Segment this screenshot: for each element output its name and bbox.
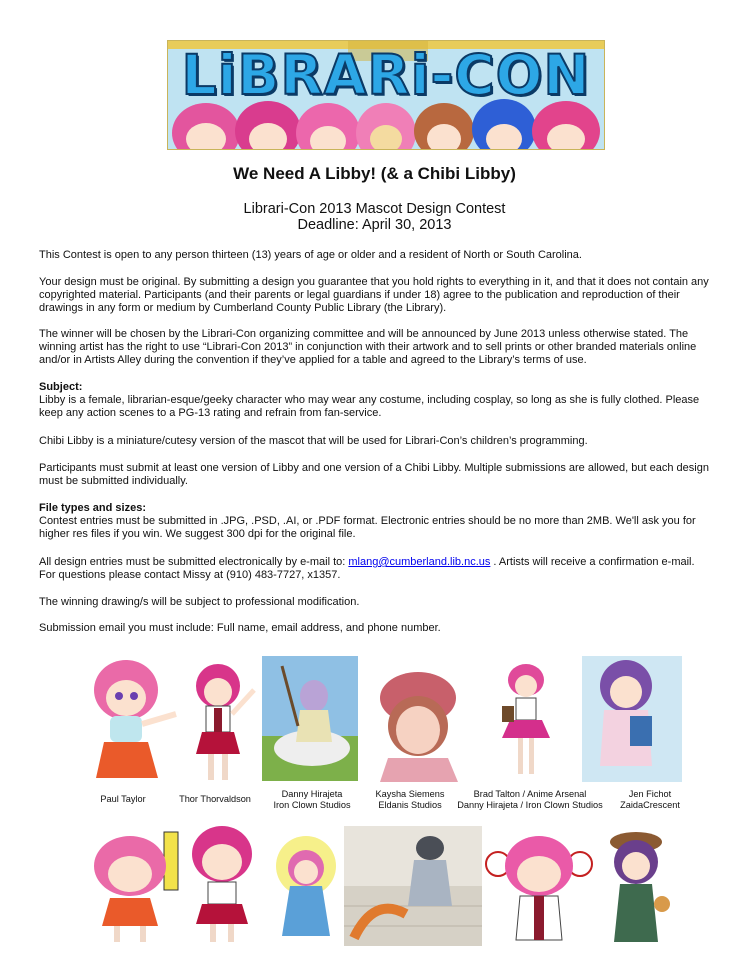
chibi-art-danny-hirajeta <box>270 836 342 946</box>
entry-art-thor-thorvaldson <box>188 662 260 782</box>
entry-art-brad-talton <box>496 662 556 782</box>
entry-art-danny-hirajeta <box>262 656 358 781</box>
subject-section <box>39 381 711 421</box>
caption-kaysha-siemens: Kaysha Siemens Eldanis Studios <box>375 789 445 810</box>
librari-con-banner <box>167 40 605 150</box>
submission-paragraph: Submission email you must include: Full name, email address, and phone number. <box>39 622 441 634</box>
caption-paul-taylor: Paul Taylor <box>100 794 146 804</box>
deadline: Deadline: April 30, 2013 <box>297 217 452 233</box>
file-types-heading: File types and sizes: <box>39 502 146 514</box>
originality-paragraph: Your design must be original. By submitting a design you guarantee that you hold rights to everything in it, and that it does not contain any copyrighted material. Participants (and their parents or legal guardians if under 18) agree to the publication and reproduction of their drawings in any form or medium by Cumberland County Public Library (the Library). <box>39 276 709 315</box>
winner-paragraph: The winner will be chosen by the Librari-Con organizing committee and will be announced by June 2013 unless otherwise stated. The winning artist has the right to use “Librari-Con 2013” in conjunction with their artwork and to sell prints or other branded materials online and/or in Artists Alley during the convention if they’ve applied for a table and agreed to the Library’s terms of use. <box>39 328 697 367</box>
chibi-paragraph: Chibi Libby is a miniature/cutesy version of the mascot that will be used for Librari-Con’s children’s programming. <box>39 435 588 447</box>
page-title: We Need A Libby! (& a Chibi Libby) <box>233 164 516 183</box>
caption-danny-hirajeta: Danny Hirajeta Iron Clown Studios <box>273 789 351 810</box>
banner-title: LiBRARi-CON <box>181 43 591 107</box>
chibi-art-thor-thorvaldson <box>188 824 258 944</box>
entry-art-paul-taylor <box>86 658 186 782</box>
email-paragraph <box>39 556 711 582</box>
caption-thor-thorvaldson: Thor Thorvaldson <box>179 794 251 804</box>
subject-paragraph: Libby is a female, librarian-esque/geeky character who may wear any costume, including cosplay, so long as she is fully clothed. Please keep any action scenes to a PG-13 rating and refrain from fan-service. <box>39 394 700 420</box>
caption-brad-talton-danny-hirajeta: Brad Talton / Anime Arsenal Danny Hirajeta / Iron Clown Studios <box>457 789 603 810</box>
chibi-art-brad-talton <box>484 830 594 942</box>
email-link[interactable]: mlang@cumberland.lib.nc.us <box>348 556 491 568</box>
modification-paragraph: The winning drawing/s will be subject to professional modification. <box>39 596 360 608</box>
file-types-section <box>39 502 711 542</box>
caption-jen-fichot: Jen Fichot ZaidaCrescent <box>620 789 680 810</box>
chibi-art-jen-fichot <box>600 826 680 946</box>
email-text-after: . Artists will receive a confirmation e-mail. For questions please contact Missy at (910) 483-7727, x1357. <box>39 556 695 582</box>
entry-art-jen-fichot <box>582 656 682 782</box>
file-types-paragraph: Contest entries must be submitted in .JPG, .PSD, .AI, or .PDF format. Electronic entries should be no more than 2MB. We'll ask you for higher res files if you win. We suggest 300 dpi for the original file. <box>39 515 696 541</box>
eligibility-paragraph: This Contest is open to any person thirteen (13) years of age or older and a resident of North or South Carolina. <box>39 249 582 261</box>
chibi-art-paul-taylor <box>88 830 184 945</box>
contest-name: Librari-Con 2013 Mascot Design Contest <box>243 201 506 217</box>
chibi-art-kaysha-siemens <box>344 826 482 946</box>
email-text-before: All design entries must be submitted electronically by e-mail to: <box>39 556 349 568</box>
entry-art-kaysha-siemens <box>370 668 466 782</box>
subject-heading: Subject: <box>39 381 83 393</box>
participants-paragraph: Participants must submit at least one version of Libby and one version of a Chibi Libby. Multiple submissions are allowed, but each design must be submitted individually. <box>39 462 709 488</box>
